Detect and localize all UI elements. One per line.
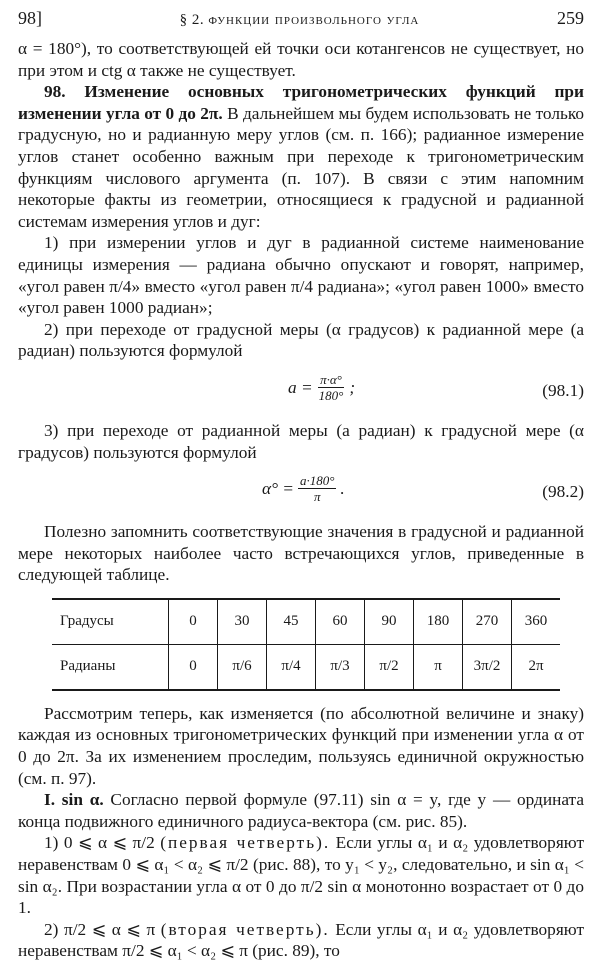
table-cell: π/4	[267, 644, 316, 690]
paragraph-continuation: α = 180°), то соответствующей ей точки оси котангенсов не существует, но при этом и ctg α также не существует.	[18, 39, 584, 80]
variation-intro-paragraph: Рассмотрим теперь, как изменяется (по абсолютной величине и знаку) каждая из основных тригонометрических функций при изменении угла α от 0 до 2π. За их изменением проследим, пользуясь единичной окружностью (см. п. 97).	[18, 703, 584, 788]
formula-98-1-expression	[288, 372, 355, 403]
formula-98-1-lhs: a =	[288, 377, 313, 397]
formula-98-1-fraction	[317, 372, 346, 403]
page-header	[18, 8, 584, 38]
book-page	[18, 8, 584, 962]
first-quarter-label: (первая четверть).	[160, 833, 331, 853]
fact-3-paragraph: 3) при переходе от радианной меры (a радиан) к градусной мере (α градусов) пользуются формулой	[18, 420, 584, 462]
table-cell: π/3	[316, 644, 365, 690]
formula-98-1-denominator: 180°	[318, 387, 344, 403]
section-title: функции произвольного угла	[208, 12, 420, 28]
second-quarter-label: (вторая четверть).	[160, 919, 330, 939]
formula-98-2-fraction	[298, 473, 336, 504]
formula-98-1	[18, 368, 584, 412]
section-98-heading: 98. Изменение основных тригонометрических функций при изменении угла от 0 до 2π.	[18, 82, 584, 123]
formula-98-2-expression	[262, 473, 345, 504]
first-quarter-body: Если углы α₁ и α₂ удовлетворяют неравенствам 0 ⩽ α₁ < α₂ ⩽ π/2 (рис. 88), то y₁ < y₂, следовательно, и sin α₁ < sin α₂. При возрастании угла α от 0 до π/2 sin α монотонно возрастает от 0 до 1.	[18, 833, 585, 918]
formula-98-2-denominator: π	[313, 489, 321, 505]
sine-paragraph	[18, 789, 584, 832]
row-label-radians: Радианы	[52, 644, 169, 690]
section-98-body: В дальнейшем мы будем использовать не только градусную, но и радианную меру углов (см. п. 166); радианное измерение углов станет особенно важным при переходе к тригонометрическим функциям числового аргумента (п. 107). В связи с этим напомним некоторые факты из геометрии, относящиеся к градусной и радианной системам измерения углов и дуг:	[18, 103, 584, 231]
table-cell: π/6	[218, 644, 267, 690]
second-quarter-range: 2) π/2 ⩽ α ⩽ π	[44, 919, 161, 939]
table-cell: 45	[267, 599, 316, 645]
table-cell: 60	[316, 599, 365, 645]
table-cell: 90	[365, 599, 414, 645]
table-cell: π	[414, 644, 463, 690]
formula-98-1-tail: ;	[349, 377, 356, 397]
running-title	[180, 10, 420, 32]
formula-98-2	[18, 469, 584, 513]
fact-2-paragraph: 2) при переходе от градусной меры (α градусов) к радианной мере (a радиан) пользуются формулой	[18, 319, 584, 361]
formula-98-1-numerator: π·α°	[320, 371, 342, 387]
table-cell: 0	[169, 599, 218, 645]
row-label-degrees: Градусы	[52, 599, 169, 645]
table-cell: 0	[169, 644, 218, 690]
table-cell: 360	[512, 599, 561, 645]
second-quarter-paragraph	[18, 919, 584, 962]
section-prefix: § 2.	[179, 12, 205, 28]
table-cell: 30	[218, 599, 267, 645]
sine-label: I. sin α.	[44, 790, 104, 810]
table-row-radians	[52, 644, 560, 690]
formula-98-2-tail: .	[340, 478, 345, 498]
formula-98-2-numerator: a·180°	[299, 473, 335, 489]
table-cell: 2π	[512, 644, 561, 690]
table-cell: π/2	[365, 644, 414, 690]
fact-1-paragraph: 1) при измерении углов и дуг в радианной системе наименование единицы измерения — радиана обычно опускают и говорят, например, «угол равен π/4» вместо «угол равен π/4 радиана»; «угол равен 1000» вместо «угол равен 1000 радиан»;	[18, 233, 584, 318]
degree-radian-table	[52, 598, 560, 691]
page-number: 259	[557, 8, 584, 28]
section-98-paragraph	[18, 81, 584, 232]
formula-98-2-number: (98.2)	[542, 482, 584, 502]
table-intro-paragraph: Полезно запомнить соответствующие значения в градусной и радианной мере некоторых наиболее часто встречающихся углов, приведенные в следующей таблице.	[18, 522, 584, 585]
table-cell: 180	[414, 599, 463, 645]
second-quarter-body: Если углы α₁ и α₂ удовлетворяют неравенствам π/2 ⩽ α₁ < α₂ ⩽ π (рис. 89), то	[18, 919, 585, 961]
first-quarter-range: 1) 0 ⩽ α ⩽ π/2	[44, 833, 161, 853]
table-row-degrees	[52, 599, 560, 645]
table-cell: 3π/2	[463, 644, 512, 690]
header-left-number: 98]	[18, 8, 42, 28]
first-quarter-paragraph	[18, 832, 584, 918]
formula-98-1-number: (98.1)	[542, 380, 584, 400]
table-cell: 270	[463, 599, 512, 645]
sine-body: Согласно первой формуле (97.11) sin α = y, где y — ордината конца подвижного единичного радиуса-вектора (см. рис. 85).	[18, 790, 584, 831]
formula-98-2-lhs: α° =	[262, 478, 294, 498]
